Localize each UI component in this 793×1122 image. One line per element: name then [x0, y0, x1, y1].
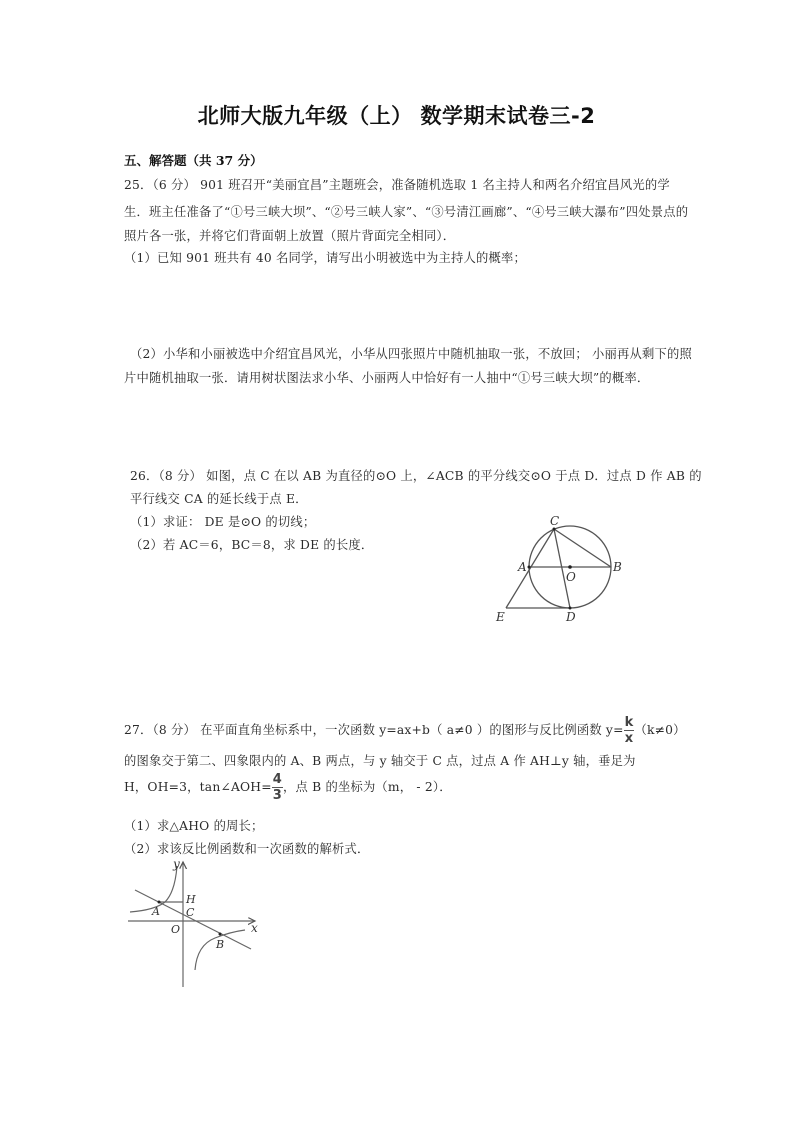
q27-line-3-text: H，OH=3，tan∠AOH=	[124, 780, 272, 794]
label-o: O	[171, 923, 181, 936]
label-b: B	[216, 938, 225, 951]
q27-line-3-tail: ，点 B 的坐标为（m， - 2）．	[283, 780, 452, 794]
label-c: C	[550, 514, 560, 528]
q26-part-2: （2）若 AC＝6，BC＝8，求 DE 的长度．	[130, 538, 374, 552]
q26-part-1: （1）求证： DE 是⊙O 的切线；	[130, 515, 316, 529]
q27-line-1-condition: （k≠0）	[634, 723, 686, 737]
circle-geometry-figure	[480, 505, 640, 630]
q25-line-3: 照片各一张，并将它们背面朝上放置（照片背面完全相同）．	[124, 229, 456, 243]
q25-part-2-line-2: 片中随机抽取一张．请用树状图法求小华、小丽两人中恰好有一人抽中“①号三峡大坝”的概率．	[124, 371, 650, 385]
q27-line-1-text: 27．（8 分） 在平面直角坐标系中，一次函数 y=ax+b（ a≠0 ）的图形与反比例函数 y=	[124, 723, 624, 737]
line-ce	[506, 529, 554, 608]
q26-line-2: 平行线交 CA 的延长线于点 E．	[130, 492, 308, 506]
label-b: B	[613, 560, 622, 574]
segment-cd	[554, 529, 570, 608]
label-a: A	[518, 560, 527, 574]
segment-cb	[554, 529, 611, 567]
q26-line-1: 26．（8 分） 如图，点 C 在以 AB 为直径的⊙O 上，∠ACB 的平分线交⊙O 于点 D．过点 D 作 AB 的	[130, 469, 702, 483]
q25-part-1: （1）已知 901 班共有 40 名同学，请写出小明被选中为主持人的概率；	[124, 251, 526, 265]
fraction-k-over-x: $\frac{k}{x}$	[624, 715, 634, 746]
label-h: H	[186, 893, 196, 906]
q25-line-2: 生．班主任准备了“①号三峡大坝”、“②号三峡人家”、“③号清江画廊”、“④号三峡大瀑布”四处景点的	[124, 205, 689, 219]
q27-line-1	[124, 716, 686, 745]
label-y: y	[173, 857, 180, 871]
label-x: x	[251, 921, 258, 935]
q27-line-2: 的图象交于第二、四象限内的 A、B 两点，与 y 轴交于 C 点，过点 A 作 AH⊥y 轴，垂足为	[124, 754, 636, 768]
q25-part-2-line-1: （2）小华和小丽被选中介绍宜昌风光，小华从四张照片中随机抽取一张，不放回； 小丽再从剩下的照	[130, 347, 692, 361]
label-e: E	[496, 610, 505, 624]
page-title: 北师大版九年级（上） 数学期末试卷三-2	[197, 104, 596, 128]
q27-part-2: （2）求该反比例函数和一次函数的解析式．	[124, 842, 370, 856]
center-o-dot	[568, 565, 572, 569]
q27-line-3	[124, 773, 452, 802]
label-d: D	[566, 610, 576, 624]
label-a: A	[152, 905, 160, 918]
q25-line-1: 25．（6 分） 901 班召开“美丽宜昌”主题班会，准备随机选取 1 名主持人和两名介绍宜昌风光的学	[124, 178, 670, 192]
section-header: 五、解答题（共 37 分）	[124, 153, 263, 168]
fraction-4-over-3: $\frac{4}{3}$	[272, 772, 282, 803]
label-c: C	[186, 906, 195, 919]
q27-part-1: （1）求△AHO 的周长；	[124, 819, 264, 833]
coordinate-graph-figure	[115, 850, 275, 995]
label-o: O	[566, 570, 576, 584]
